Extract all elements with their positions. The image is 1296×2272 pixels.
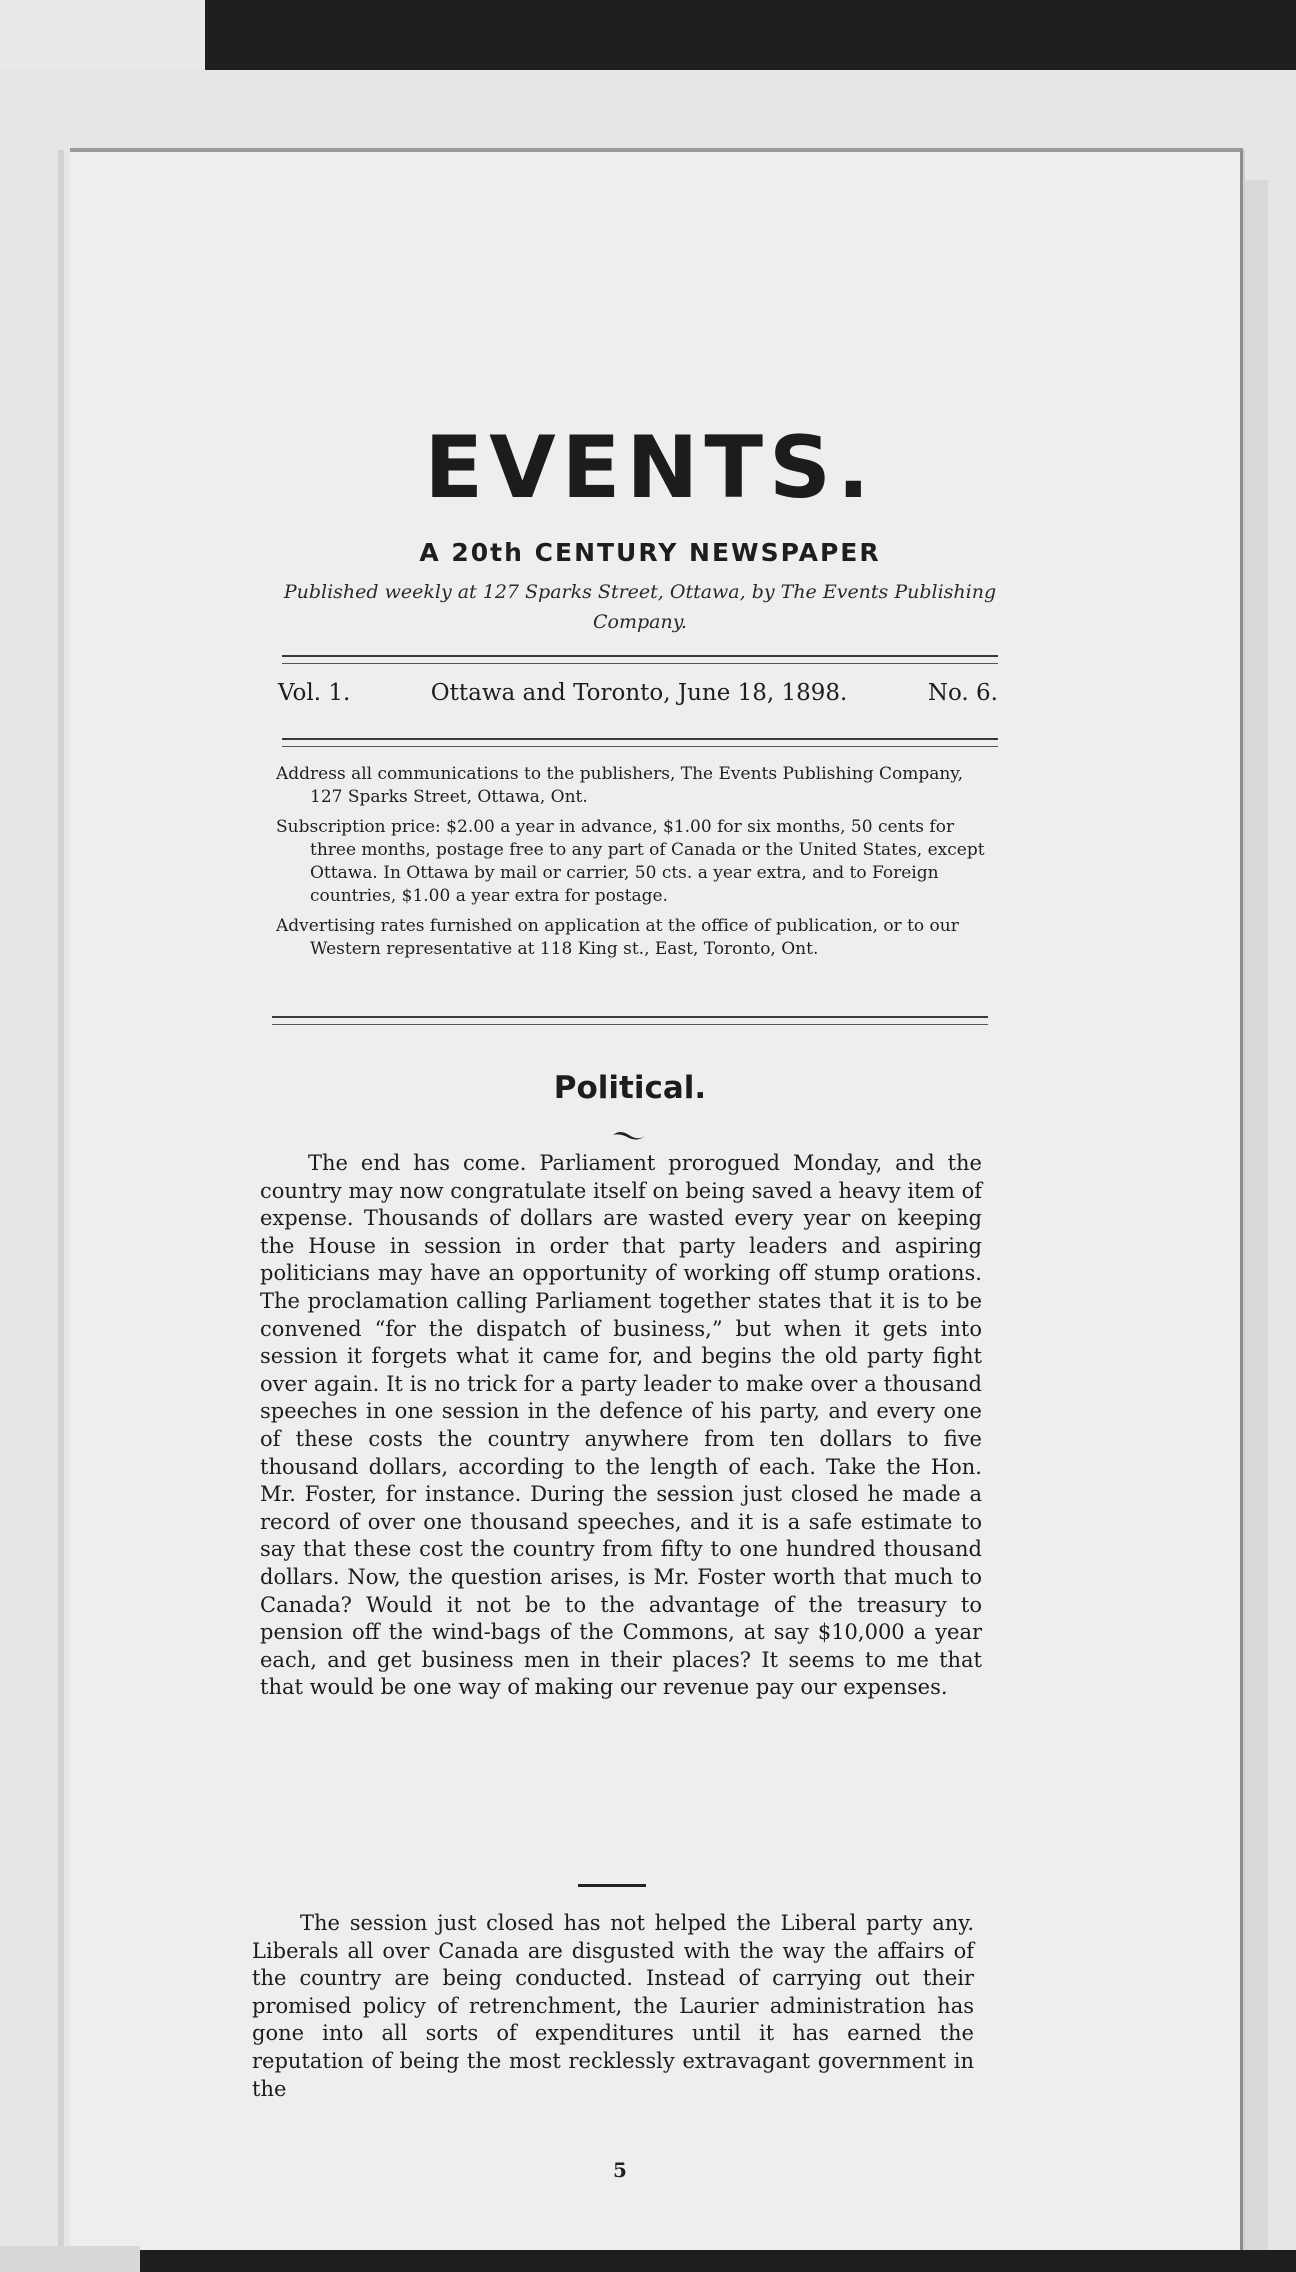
article-body-continued	[252, 1910, 974, 2103]
article-paragraph-2: The session just closed has not helped the Liberal party any. Liberals all over Canada are disgusted with the way the affairs of the country are being conducted. Instead of carrying out their promised policy of retrenchment, the Laurier administration has gone into all sorts of expenditures until it has earned the reputation of being the most recklessly extravagant government in the	[252, 1911, 974, 2101]
issue-line	[278, 680, 998, 706]
double-rule-mid-1	[282, 738, 998, 740]
scan-card-fragment	[0, 0, 205, 78]
issue-number: No. 6.	[927, 680, 998, 706]
double-rule-top-2	[282, 663, 998, 664]
ornament-icon	[612, 1130, 646, 1142]
notice-address: Address all communications to the publishers, The Events Publishing Company, 127 Sparks Street, Ottawa, Ont.	[276, 764, 964, 807]
notice-subscription: Subscription price: $2.00 a year in advance, $1.00 for six months, 50 cents for three months, postage free to any part of Canada or the United States, except Ottawa. In Ottawa by mail or carrier, 50 cts. a year extra, and to Foreign countries, $1.00 a year extra for postage.	[276, 817, 985, 906]
place-date: Ottawa and Toronto, June 18, 1898.	[430, 680, 848, 706]
double-rule-bottom-1	[272, 1016, 988, 1018]
article-body	[260, 1150, 982, 1702]
double-rule-top-1	[282, 655, 998, 657]
article-paragraph-1: The end has come. Parliament prorogued Monday, and the country may now congratulate itself on being saved a heavy item of expense. Thousands of dollars are wasted every year on keeping the House in session in order that party leaders and aspiring politicians may have an opportunity of working off stump orations. The proclamation calling Parliament together states that it is to be convened “for the dispatch of business,” but when it gets into session it forgets what it came for, and begins the old party fight over again. It is no trick for a party leader to make over a thousand speeches in one session in the defence of his party, and every one of these costs the country anywhere from ten dollars to five thousand dollars, according to the length of each. Take the Hon. Mr. Foster, for instance. During the session just closed he made a record of over one thousand speeches, and it is a safe estimate to say that these cost the country from fifty to one hundred thousand dollars. Now, the question arises, is Mr. Foster worth that much to Canada? Would it not be to the advantage of the treasury to pension off the wind-bags of the Commons, at say $10,000 a year each, and get business men in their places? It seems to me that that would be one way of making our revenue pay our expenses.	[260, 1151, 982, 1700]
double-rule-bottom-2	[272, 1024, 988, 1025]
double-rule-mid-2	[282, 746, 998, 747]
notices-block	[276, 763, 996, 968]
page-number: 5	[613, 2158, 627, 2182]
masthead-title: EVENTS.	[424, 418, 876, 518]
notice-advertising: Advertising rates furnished on application at the office of publication, or to our Western representative at 118 King st., East, Toronto, Ont.	[276, 916, 959, 959]
page-left-shadow	[58, 150, 64, 2250]
scan-background-bottom	[0, 2250, 1296, 2272]
publisher-line: Published weekly at 127 Sparks Street, Ottawa, by The Events Publishing Company.	[283, 581, 997, 633]
masthead-tagline: A 20th CENTURY NEWSPAPER	[419, 538, 881, 567]
page-right-edge	[1242, 180, 1268, 2260]
scan-card-bottom	[0, 2246, 140, 2272]
section-title: Political.	[553, 1070, 707, 1106]
paragraph-separator	[578, 1884, 646, 1887]
volume-label: Vol. 1.	[278, 680, 351, 706]
